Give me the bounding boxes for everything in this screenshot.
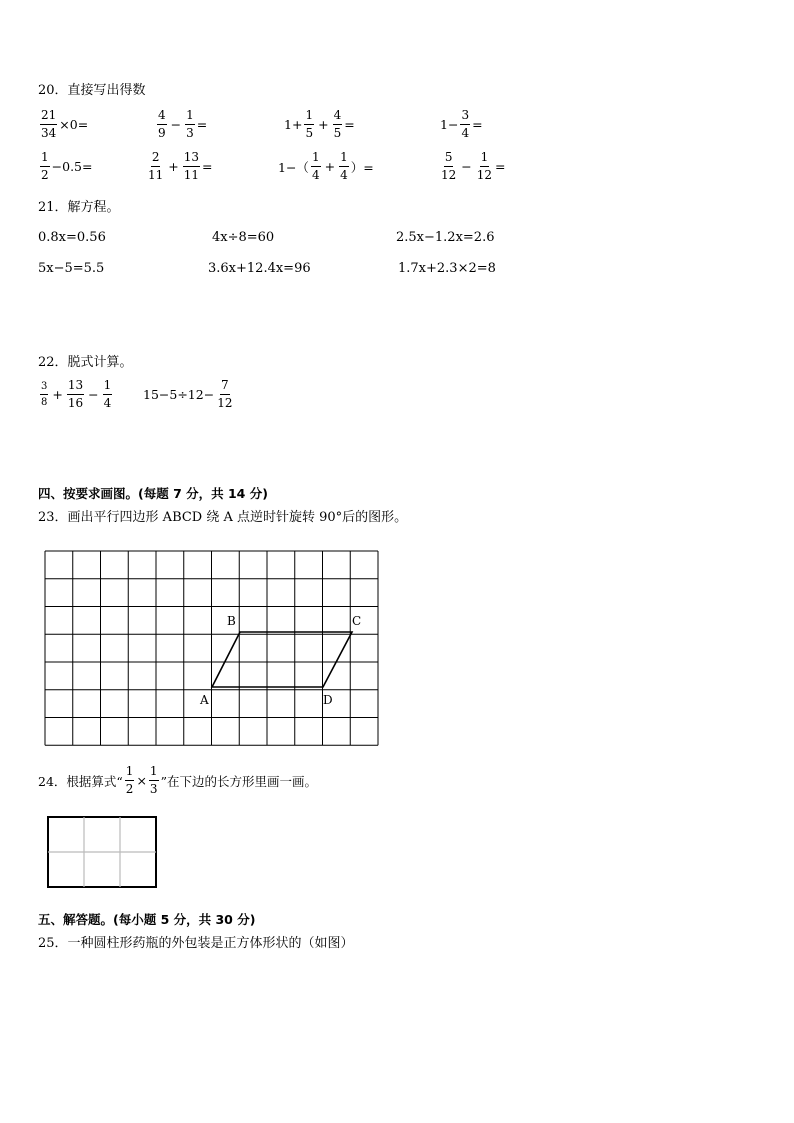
frac-num: 4 xyxy=(157,108,167,125)
expr-tail: = xyxy=(202,159,213,174)
q21-eq-1: 0.8x=0.56 xyxy=(38,230,106,245)
expr-tail: = xyxy=(344,117,355,132)
q21-title: 21．解方程。 xyxy=(38,200,120,215)
vertex-label-c: C xyxy=(352,614,362,628)
operator: − xyxy=(461,159,472,174)
q20-title: 20．直接写出得数 xyxy=(38,83,146,98)
operator: + xyxy=(168,159,179,174)
expr-lead: 1−（ xyxy=(278,159,309,175)
section-4-title: 四、按要求画图。(每题 7 分，共 14 分) xyxy=(38,486,268,501)
frac-den: 34 xyxy=(41,126,57,140)
frac-den: 3 xyxy=(149,782,158,796)
frac-den: 9 xyxy=(158,126,166,140)
operator: + xyxy=(52,387,63,402)
frac-den: 8 xyxy=(41,397,48,408)
q21-eq-2: 4x÷8=60 xyxy=(212,230,275,245)
expr-lead: 1− xyxy=(440,117,459,132)
frac-num: 2 xyxy=(151,150,161,167)
frac-num: 13 xyxy=(67,378,84,395)
frac-num: 1 xyxy=(185,108,195,125)
frac-num: 1 xyxy=(480,150,490,167)
frac-den: 4 xyxy=(340,168,348,182)
q21-eq-5: 3.6x+12.4x=96 xyxy=(208,261,311,276)
frac-num: 3 xyxy=(40,380,48,395)
section-5-title: 五、解答题。(每小题 5 分，共 30 分) xyxy=(38,912,256,927)
frac-den: 4 xyxy=(461,126,470,140)
frac-num: 1 xyxy=(103,378,113,395)
q21-eq-4: 5x−5=5.5 xyxy=(38,261,105,276)
vertex-label-a: A xyxy=(200,693,209,707)
frac-num: 1 xyxy=(149,764,159,781)
frac-den: 11 xyxy=(148,168,164,182)
frac-den: 5 xyxy=(333,126,342,140)
expr-tail: ×0= xyxy=(59,117,89,132)
grid xyxy=(45,551,378,745)
q23-title: 23．画出平行四边形 ABCD 绕 A 点逆时针旋转 90°后的图形。 xyxy=(38,510,408,525)
expr-lead: 15−5÷12− xyxy=(143,387,215,402)
operator: + xyxy=(318,117,329,132)
frac-num: 1 xyxy=(125,764,135,781)
frac-den: 2 xyxy=(41,168,49,182)
expr-lead: 1+ xyxy=(284,117,303,132)
q25-title: 25．一种圆柱形药瓶的外包装是正方体形状的（如图） xyxy=(38,936,354,951)
frac-den: 12 xyxy=(217,396,233,410)
q21-eq-3: 2.5x−1.2x=2.6 xyxy=(396,230,495,245)
frac-den: 12 xyxy=(476,168,493,182)
expr-tail: = xyxy=(495,159,506,174)
q24-pre: 24．根据算式“ xyxy=(38,773,123,789)
frac-den: 12 xyxy=(441,168,457,182)
q24-post: ”在下边的长方形里画一画。 xyxy=(160,773,317,789)
frac-den: 4 xyxy=(103,396,112,410)
frac-den: 5 xyxy=(305,126,314,140)
parallelogram-abcd xyxy=(212,632,352,687)
frac-num: 21 xyxy=(40,108,57,125)
operator: − xyxy=(170,117,182,132)
operator: × xyxy=(136,773,147,788)
frac-num: 1 xyxy=(311,150,321,167)
frac-num: 7 xyxy=(220,378,230,395)
operator: − xyxy=(88,387,99,402)
frac-num: 1 xyxy=(304,108,314,125)
q22-title: 22．脱式计算。 xyxy=(38,355,133,370)
frac-num: 13 xyxy=(183,150,200,167)
frac-num: 5 xyxy=(444,150,454,167)
frac-num: 4 xyxy=(333,108,343,125)
frac-den: 4 xyxy=(311,168,320,182)
expr-tail: = xyxy=(472,117,483,132)
expr-tail: −0.5= xyxy=(51,159,93,174)
frac-num: 3 xyxy=(460,108,470,125)
vertex-label-d: D xyxy=(323,693,333,707)
frac-den: 3 xyxy=(186,126,194,140)
frac-num: 1 xyxy=(339,150,349,167)
vertex-label-b: B xyxy=(227,614,236,628)
expr-tail: ）= xyxy=(350,159,374,175)
frac-den: 16 xyxy=(67,396,84,410)
frac-num: 1 xyxy=(40,150,50,167)
operator: + xyxy=(324,159,336,174)
frac-den: 11 xyxy=(183,168,200,182)
expr-tail: = xyxy=(196,117,208,132)
q24-text xyxy=(38,764,317,797)
frac-den: 2 xyxy=(125,782,134,796)
q21-eq-6: 1.7x+2.3×2=8 xyxy=(398,261,496,276)
